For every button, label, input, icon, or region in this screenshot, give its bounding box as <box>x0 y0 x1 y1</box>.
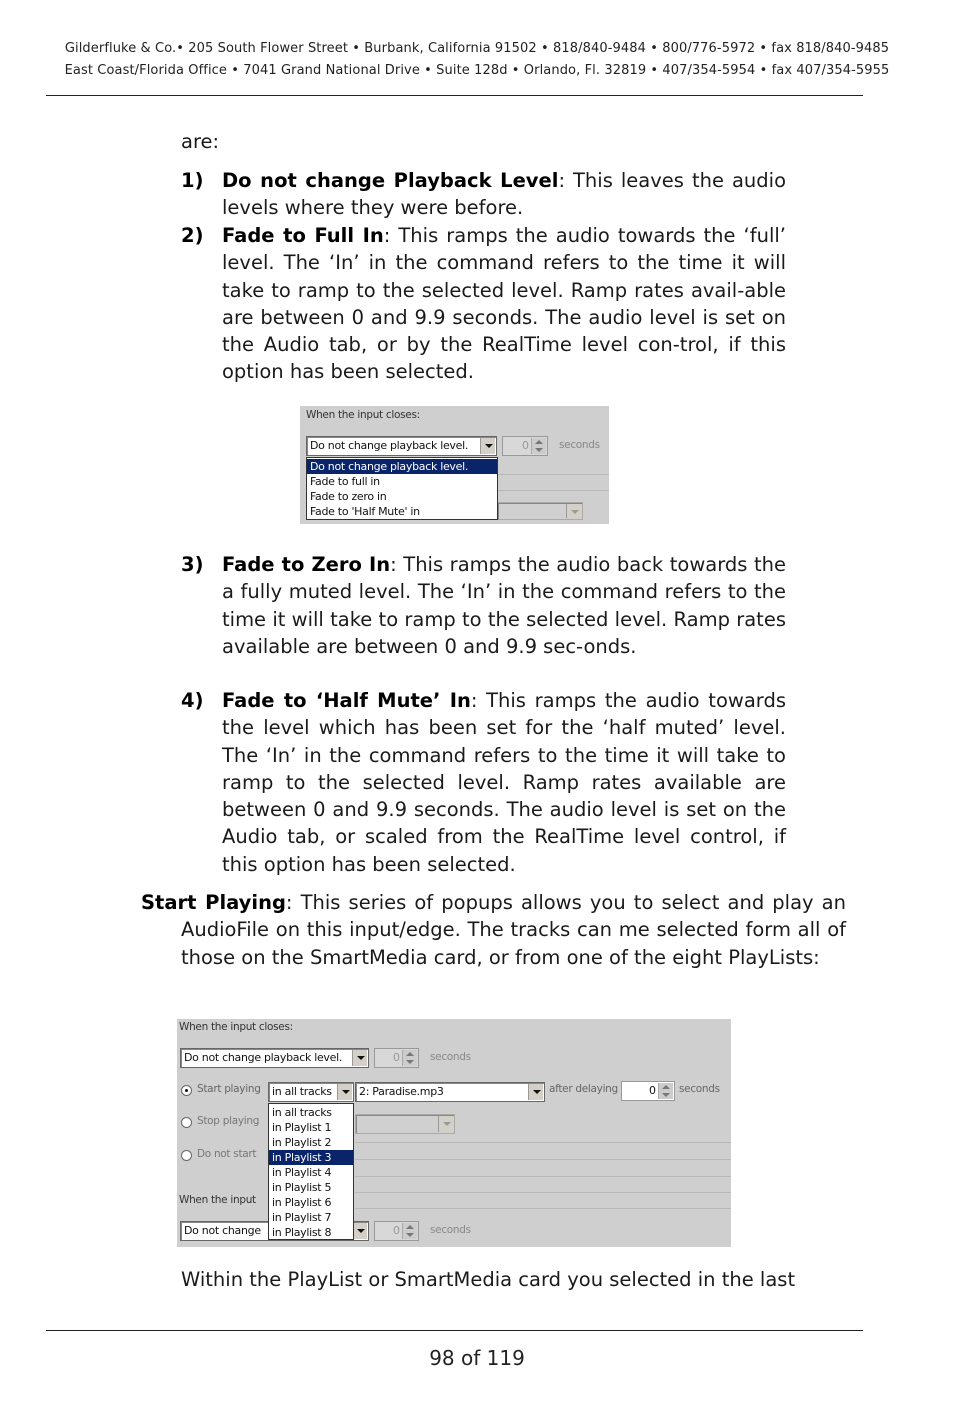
item-1-paragraph <box>222 167 786 222</box>
playback-level-combo[interactable] <box>180 1048 369 1068</box>
start-playing-title: Start Playing <box>141 891 286 914</box>
playback-level-combo[interactable] <box>306 436 497 456</box>
dropdown-option[interactable]: in Playlist 2 <box>272 1136 332 1149</box>
when-input-closes-heading: When the input closes: <box>306 409 420 421</box>
item-2-text: : This ramps the audio towards the ‘full’ level. The ‘In’ in the command refers to the time it will take to ramp to the selected level. Ramp rates avail-able are between 0 and 9.9 seconds. The audio level is set on the Audio tab, or by the RealTime level con-trol, if this option has been selected. <box>222 224 786 384</box>
chevron-down-icon[interactable] <box>352 1223 367 1239</box>
track-combo[interactable] <box>355 1082 545 1102</box>
fade-seconds-spinner-2[interactable]: 0 <box>374 1221 419 1241</box>
letterhead-line-2: East Coast/Florida Office • 7041 Grand National Drive • Suite 128d • Orlando, Fl. 32819 • 407/354-5954 • fax 407/354-5955 <box>64 63 890 78</box>
dropdown-screenshot-1 <box>300 406 609 524</box>
playback-level-combo-value: Do not change playback level. <box>310 439 469 452</box>
dropdown-option[interactable]: in Playlist 6 <box>272 1196 332 1209</box>
start-playing-label: Start playing <box>197 1083 261 1095</box>
seconds-label: seconds <box>679 1083 720 1095</box>
dropdown-option[interactable]: Fade to 'Half Mute' in <box>310 505 420 518</box>
item-4-paragraph <box>222 687 786 878</box>
seconds-label: seconds <box>559 439 600 451</box>
start-playing-text: : This series of popups allows you to select and play an AudioFile on this input/edge. The tracks can me selected form all of those on the SmartMedia card, or from one of the eight PlayLists: <box>181 891 846 969</box>
item-1-title: Do not change Playback Level <box>222 169 559 192</box>
spinner-arrows-icon[interactable] <box>402 1050 417 1066</box>
chevron-down-icon[interactable] <box>438 1116 453 1132</box>
seconds-label: seconds <box>430 1051 471 1063</box>
dropdown-option[interactable]: in all tracks <box>272 1106 332 1119</box>
fade-seconds-spinner[interactable]: 0 <box>502 436 548 456</box>
track-source-combo-value: in all tracks <box>272 1085 332 1098</box>
do-not-start-label: Do not start <box>197 1148 257 1160</box>
dropdown-option[interactable]: in Playlist 3 <box>269 1150 353 1165</box>
dropdown-screenshot-2 <box>177 1019 731 1247</box>
item-3-paragraph <box>222 551 786 660</box>
stop-playing-radio[interactable] <box>181 1117 192 1128</box>
chevron-down-icon[interactable] <box>480 438 495 454</box>
fade-seconds-spinner[interactable]: 0 <box>374 1048 419 1068</box>
item-4-title: Fade to ‘Half Mute’ In <box>222 689 471 712</box>
closing-text: Within the PlayList or SmartMedia card you selected in the last <box>181 1268 796 1291</box>
divider <box>355 1192 731 1193</box>
playback-level-dropdown-list[interactable] <box>306 457 498 520</box>
dropdown-option[interactable]: in Playlist 4 <box>272 1166 332 1179</box>
dropdown-option[interactable]: in Playlist 1 <box>272 1121 332 1134</box>
start-playing-radio[interactable] <box>181 1085 192 1096</box>
seconds-label: seconds <box>430 1224 471 1236</box>
item-2-title: Fade to Full In <box>222 224 384 247</box>
start-playing-paragraph <box>141 889 846 971</box>
divider <box>355 1142 731 1143</box>
footer-rule <box>46 1330 863 1331</box>
item-3-number: 3) <box>181 553 204 576</box>
track-combo-value: 2: Paradise.mp3 <box>359 1085 444 1098</box>
dropdown-option[interactable]: in Playlist 8 <box>272 1226 332 1239</box>
dropdown-option[interactable]: Do not change playback level. <box>307 459 497 474</box>
divider <box>355 1159 731 1160</box>
divider <box>497 490 609 491</box>
item-3-title: Fade to Zero In <box>222 553 391 576</box>
divider <box>355 1176 731 1177</box>
divider <box>355 1208 731 1209</box>
after-delaying-label: after delaying <box>549 1083 618 1095</box>
delay-value: 0 <box>649 1084 656 1097</box>
item-4-number: 4) <box>181 689 204 712</box>
stop-playing-label: Stop playing <box>197 1115 260 1127</box>
item-2-number: 2) <box>181 224 204 247</box>
item-3-text: : This ramps the audio back towards the a fully muted level. The ‘In’ in the command refers to the time it will take to ramp to the selected level. Ramp rates available are between 0 and 9.9 sec-onds. <box>222 553 786 658</box>
chevron-down-icon[interactable] <box>337 1084 352 1100</box>
chevron-down-icon[interactable] <box>528 1084 543 1100</box>
when-input-closes-heading: When the input closes: <box>179 1021 293 1033</box>
chevron-down-icon[interactable] <box>352 1050 367 1066</box>
when-input-heading-2: When the input <box>179 1194 256 1206</box>
spinner-arrows-icon[interactable] <box>402 1223 417 1239</box>
item-4-text: : This ramps the audio towards the level which has been set for the ‘half muted’ level. The ‘In’ in the command refers to the time it will take to ramp to the selected level. Ramp rates available are between 0 and 9.9 seconds. The audio level is set on the Audio tab, or scaled from the RealTime level control, if this option has been selected. <box>222 689 786 876</box>
hidden-combo[interactable] <box>497 502 583 520</box>
letterhead-line-1: Gilderfluke & Co.• 205 South Flower Street • Burbank, California 91502 • 818/840-9484 • 800/776-5972 • fax 818/840-9485 <box>64 41 890 56</box>
header-rule <box>46 95 863 96</box>
delay-spinner[interactable] <box>621 1081 675 1101</box>
stop-playing-combo[interactable] <box>355 1114 455 1134</box>
page-number: 98 of 119 <box>429 1346 525 1370</box>
dropdown-option[interactable]: in Playlist 7 <box>272 1211 332 1224</box>
playback-level-combo-value: Do not change playback level. <box>184 1051 343 1064</box>
item-1-text: : This leaves the audio levels where they were before. <box>222 169 787 220</box>
chevron-down-icon[interactable] <box>566 504 581 518</box>
divider <box>497 474 609 475</box>
spinner-arrows-icon[interactable] <box>658 1083 673 1099</box>
dropdown-option[interactable]: Fade to zero in <box>310 490 387 503</box>
dropdown-option[interactable]: Fade to full in <box>310 475 380 488</box>
item-1-number: 1) <box>181 169 204 192</box>
spinner-arrows-icon[interactable] <box>531 438 546 454</box>
track-source-dropdown-list[interactable] <box>268 1103 354 1240</box>
dropdown-option[interactable]: in Playlist 5 <box>272 1181 332 1194</box>
do-not-start-radio[interactable] <box>181 1150 192 1161</box>
playback-level-combo-2-value: Do not change <box>184 1224 261 1237</box>
item-2-paragraph <box>222 222 786 386</box>
track-source-combo[interactable] <box>268 1082 354 1102</box>
intro-text: are: <box>181 130 220 153</box>
